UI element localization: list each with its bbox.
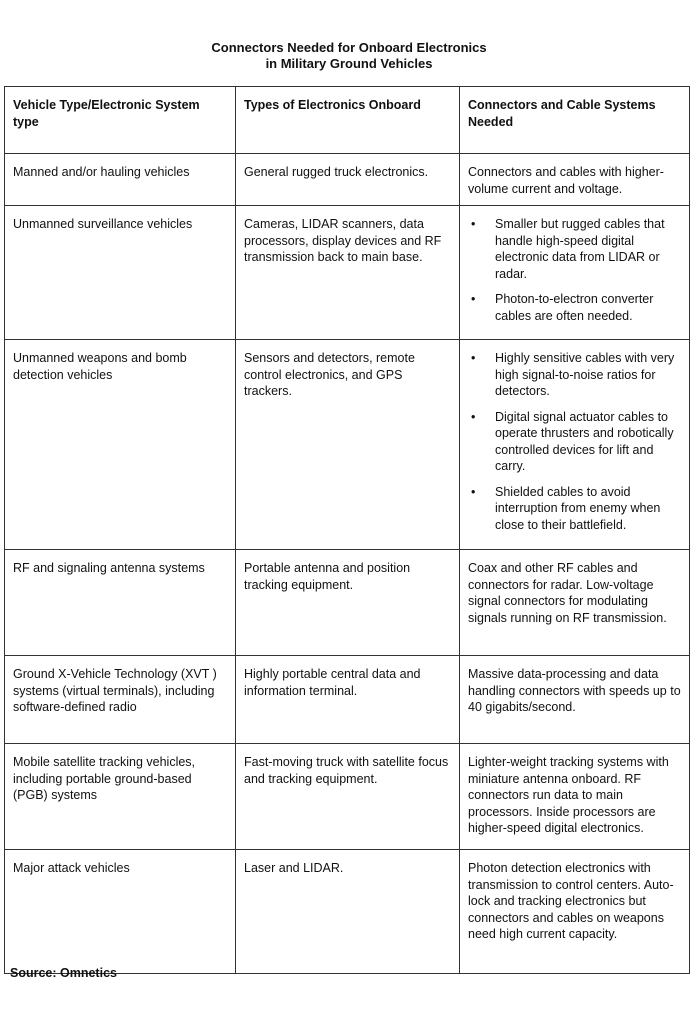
table-row: [5, 154, 690, 206]
cell-connectors: [460, 340, 690, 550]
title-line-2: in Military Ground Vehicles: [265, 56, 433, 71]
header-vehicle-type: Vehicle Type/Electronic System type: [5, 87, 236, 154]
bullet-item: • Shielded cables to avoid interruption from enemy when close to their battlefield.: [468, 484, 681, 534]
cell-electronics: Fast-moving truck with satellite focus and tracking equipment.: [236, 744, 460, 850]
table-header-row: [5, 87, 690, 154]
cell-connectors: Photon detection electronics with transmission to control centers. Auto-lock and tracking electronics but connectors and cables on weapons need high current capacity.: [460, 850, 690, 974]
bullet-item: • Smaller but rugged cables that handle high-speed digital electronic data from LIDAR or radar.: [468, 216, 681, 282]
cell-electronics: General rugged truck electronics.: [236, 154, 460, 206]
connectors-bullet-list: [468, 350, 681, 533]
table-row: [5, 340, 690, 550]
cell-electronics: Laser and LIDAR.: [236, 850, 460, 974]
cell-vehicle: RF and signaling antenna systems: [5, 550, 236, 656]
cell-electronics: Portable antenna and position tracking equipment.: [236, 550, 460, 656]
cell-vehicle: Unmanned weapons and bomb detection vehicles: [5, 340, 236, 550]
cell-vehicle: Ground X-Vehicle Technology (XVT ) systems (virtual terminals), including software-defined radio: [5, 656, 236, 744]
header-connectors-needed: Connectors and Cable Systems Needed: [460, 87, 690, 154]
table-row: [5, 656, 690, 744]
table-row: [5, 550, 690, 656]
cell-electronics: Highly portable central data and information terminal.: [236, 656, 460, 744]
connectors-table: [4, 86, 690, 974]
bullet-item: • Digital signal actuator cables to operate thrusters and robotically controlled devices for lift and carry.: [468, 409, 681, 475]
title-line-1: Connectors Needed for Onboard Electronics: [211, 40, 487, 55]
table-row: [5, 206, 690, 340]
cell-electronics: Sensors and detectors, remote control electronics, and GPS trackers.: [236, 340, 460, 550]
header-electronics-onboard: Types of Electronics Onboard: [236, 87, 460, 154]
cell-connectors: Lighter-weight tracking systems with miniature antenna onboard. RF connectors run data to main processors. Inside processors are higher-speed digital electronics.: [460, 744, 690, 850]
connectors-bullet-list: [468, 216, 681, 324]
cell-connectors: Connectors and cables with higher-volume current and voltage.: [460, 154, 690, 206]
cell-electronics: Cameras, LIDAR scanners, data processors, display devices and RF transmission back to main base.: [236, 206, 460, 340]
bullet-item: • Photon-to-electron converter cables are often needed.: [468, 291, 681, 324]
cell-connectors: Massive data-processing and data handling connectors with speeds up to 40 gigabits/second.: [460, 656, 690, 744]
cell-vehicle: Unmanned surveillance vehicles: [5, 206, 236, 340]
source-note: Source: Omnetics: [10, 966, 117, 980]
cell-vehicle: Manned and/or hauling vehicles: [5, 154, 236, 206]
document-title: [0, 40, 698, 72]
cell-connectors: Coax and other RF cables and connectors for radar. Low-voltage signal connectors for modulating signals running on RF transmission.: [460, 550, 690, 656]
bullet-item: • Highly sensitive cables with very high signal-to-noise ratios for detectors.: [468, 350, 681, 400]
cell-vehicle: Mobile satellite tracking vehicles, including portable ground-based (PGB) systems: [5, 744, 236, 850]
table-row: [5, 744, 690, 850]
table-row: [5, 850, 690, 974]
cell-vehicle: Major attack vehicles: [5, 850, 236, 974]
cell-connectors: [460, 206, 690, 340]
